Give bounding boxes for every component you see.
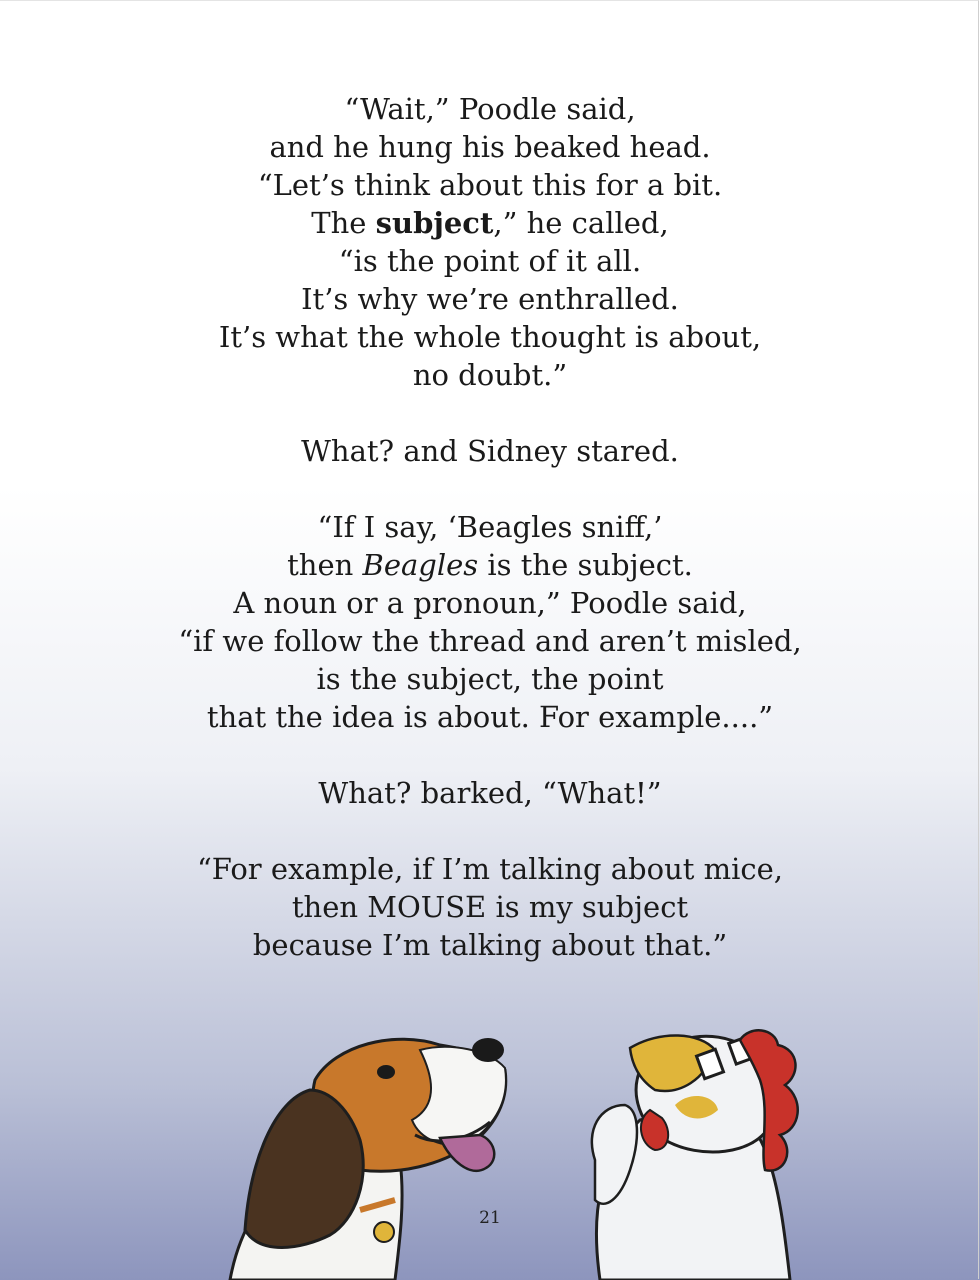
poem-text [0,90,980,1002]
stanza-5 [0,850,980,964]
poem-line: A noun or a pronoun,” Poodle said, [233,586,747,620]
poem-line: is the subject, the point [316,662,664,696]
line-text: then [287,548,363,582]
line-text: ,” he called, [493,206,669,240]
poem-line: “For example, if I’m talking about mice, [196,852,784,886]
poem-line: “If I say, ‘Beagles sniff,’ [317,510,663,544]
stanza-1 [0,90,980,394]
poem-line: What? barked, “What!” [318,776,662,810]
poem-line: because I’m talking about that.” [252,928,728,962]
poem-line [0,204,980,242]
poem-line [0,546,980,584]
poem-line: and he hung his beaked head. [269,130,711,164]
poem-line: What? and Sidney stared. [301,434,679,468]
bold-term-subject: subject [375,206,494,240]
line-text: is the subject. [478,548,693,582]
poem-line: that the idea is about. For example....” [206,700,774,734]
poem-line: It’s why we’re enthralled. [301,282,679,316]
stanza-4 [0,774,980,812]
poem-line: “Let’s think about this for a bit. [257,168,723,202]
poem-line: no doubt.” [412,358,568,392]
poodle-bird-icon [592,1030,798,1280]
poem-line: “is the point of it all. [338,244,642,278]
page-number: 21 [479,1208,501,1228]
poem-line: “Wait,” Poodle said, [344,92,636,126]
poem-line: then MOUSE is my subject [291,890,689,924]
beagle-icon [230,1038,506,1280]
line-text: The [311,206,376,240]
dogs-illustration [0,1010,980,1280]
stanza-2 [0,432,980,470]
stanza-3 [0,508,980,736]
poem-line: It’s what the whole thought is about, [218,320,762,354]
italic-term-beagles: Beagles [362,548,479,582]
poem-line: “if we follow the thread and aren’t misled, [178,624,802,658]
